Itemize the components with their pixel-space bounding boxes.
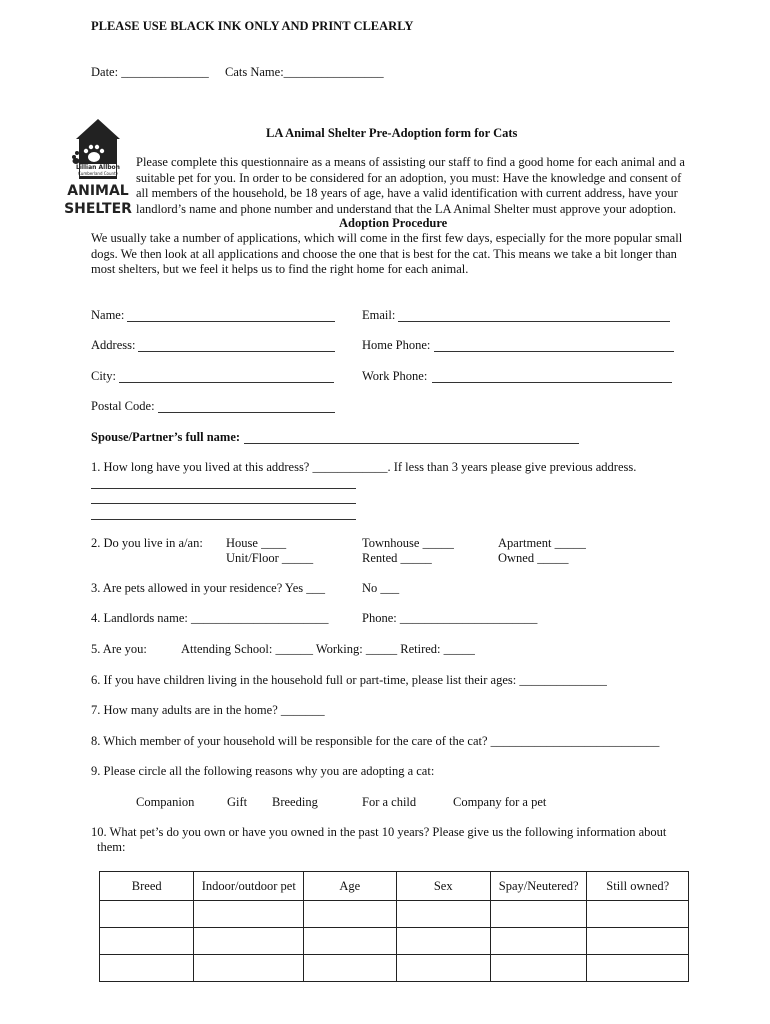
house-option[interactable]: House ____ <box>226 536 287 550</box>
home-phone-input[interactable] <box>434 351 674 352</box>
table-cell[interactable] <box>490 901 586 928</box>
table-cell[interactable] <box>490 928 586 955</box>
table-cell[interactable] <box>396 901 490 928</box>
table-cell[interactable] <box>100 928 194 955</box>
header-spay-neutered: Spay/Neutered? <box>490 872 586 901</box>
spouse-input[interactable] <box>244 443 579 444</box>
work-phone-input[interactable] <box>432 382 672 383</box>
city-input[interactable] <box>119 382 334 383</box>
procedure-heading: Adoption Procedure <box>339 216 448 230</box>
table-cell[interactable] <box>194 928 304 955</box>
question-5-label: 5. Are you: <box>91 642 147 656</box>
table-row[interactable] <box>100 928 689 955</box>
city-label: City: <box>91 369 117 383</box>
procedure-paragraph: We usually take a number of applications, which will come in the first few days, especially for the more popular small dogs. We then look at all applications and choose the one that is best for the cat. This means we take a bit longer than most shelters, but we feel it helps us to find the right home for each animal. <box>91 231 683 276</box>
pets-allowed-no[interactable]: No ___ <box>362 581 400 595</box>
postal-code-input[interactable] <box>158 412 335 413</box>
spouse-label: Spouse/Partner’s full name: <box>91 430 241 444</box>
svg-text:ANIMAL: ANIMAL <box>67 183 129 199</box>
postal-code-label: Postal Code: <box>91 399 155 413</box>
table-cell[interactable] <box>304 928 396 955</box>
table-cell[interactable] <box>304 901 396 928</box>
table-cell[interactable] <box>587 928 689 955</box>
email-label: Email: <box>362 308 396 322</box>
reason-gift[interactable]: Gift <box>227 795 248 809</box>
table-cell[interactable] <box>194 955 304 982</box>
owned-option[interactable]: Owned _____ <box>498 551 569 565</box>
address-label: Address: <box>91 338 136 352</box>
shelter-logo <box>64 117 132 227</box>
previous-address-line-2[interactable] <box>91 503 356 504</box>
table-cell[interactable] <box>100 901 194 928</box>
table-row[interactable] <box>100 901 689 928</box>
svg-text:SHELTER: SHELTER <box>64 201 132 217</box>
table-cell[interactable] <box>100 955 194 982</box>
landlord-phone[interactable]: Phone: ______________________ <box>362 611 538 625</box>
table-cell[interactable] <box>304 955 396 982</box>
name-input[interactable] <box>127 321 335 322</box>
work-phone-label: Work Phone: <box>362 369 428 383</box>
question-7[interactable]: 7. How many adults are in the home? _______ <box>91 703 325 717</box>
reason-companion[interactable]: Companion <box>136 795 195 809</box>
intro-paragraph: Please complete this questionnaire as a means of assisting our staff to find a good home for each animal and a suitable pet for you. In order to be considered for an adoption, you must: Have the knowledge and consent of all members of the household, be 18 years of age, have a valid identification with current address, have your landlord’s name and phone number and understand that the LA Animal Shelter must approve your adoption. <box>136 155 685 216</box>
email-input[interactable] <box>398 321 670 322</box>
table-cell[interactable] <box>587 901 689 928</box>
reason-company-for-a-pet[interactable]: Company for a pet <box>453 795 547 809</box>
question-4[interactable]: 4. Landlords name: ______________________ <box>91 611 329 625</box>
previous-address-line-3[interactable] <box>91 519 356 520</box>
question-1[interactable]: 1. How long have you lived at this address? ____________. If less than 3 years please give previous address. <box>91 460 637 474</box>
table-cell[interactable] <box>587 955 689 982</box>
table-cell[interactable] <box>490 955 586 982</box>
page-instruction: PLEASE USE BLACK INK ONLY AND PRINT CLEARLY <box>91 19 414 33</box>
home-phone-label: Home Phone: <box>362 338 431 352</box>
townhouse-option[interactable]: Townhouse _____ <box>362 536 454 550</box>
form-title: LA Animal Shelter Pre-Adoption form for Cats <box>266 126 518 140</box>
cat-name-field[interactable]: Cats Name:________________ <box>225 65 384 79</box>
svg-text:Lillian Allbon: Lillian Allbon <box>76 164 120 171</box>
question-10-line-1: 10. What pet’s do you own or have you owned in the past 10 years? Please give us the following information about <box>91 825 667 839</box>
reason-breeding[interactable]: Breeding <box>272 795 318 809</box>
svg-text:Cumberland County: Cumberland County <box>77 171 119 176</box>
pet-history-table <box>99 871 689 982</box>
header-breed: Breed <box>100 872 194 901</box>
question-2-label: 2. Do you live in a/an: <box>91 536 203 550</box>
reason-for-a-child[interactable]: For a child <box>362 795 417 809</box>
header-age: Age <box>304 872 396 901</box>
address-input[interactable] <box>138 351 335 352</box>
date-field[interactable]: Date: ______________ <box>91 65 209 79</box>
question-8[interactable]: 8. Which member of your household will be responsible for the care of the cat? ___________________________ <box>91 734 660 748</box>
table-cell[interactable] <box>396 928 490 955</box>
table-cell[interactable] <box>396 955 490 982</box>
table-header-row <box>100 872 689 901</box>
rented-option[interactable]: Rented _____ <box>362 551 432 565</box>
table-cell[interactable] <box>194 901 304 928</box>
header-indoor-outdoor: Indoor/outdoor pet <box>194 872 304 901</box>
header-sex: Sex <box>396 872 490 901</box>
question-10-line-2: them: <box>97 840 126 854</box>
question-5-options[interactable]: Attending School: ______ Working: _____ Retired: _____ <box>181 642 475 656</box>
header-still-owned: Still owned? <box>587 872 689 901</box>
unit-floor-option[interactable]: Unit/Floor _____ <box>226 551 314 565</box>
table-row[interactable] <box>100 955 689 982</box>
apartment-option[interactable]: Apartment _____ <box>498 536 586 550</box>
question-3[interactable]: 3. Are pets allowed in your residence? Yes ___ <box>91 581 325 595</box>
previous-address-line-1[interactable] <box>91 488 356 489</box>
question-6[interactable]: 6. If you have children living in the household full or part-time, please list their ages: ______________ <box>91 673 607 687</box>
question-9: 9. Please circle all the following reasons why you are adopting a cat: <box>91 764 435 778</box>
name-label: Name: <box>91 308 125 322</box>
